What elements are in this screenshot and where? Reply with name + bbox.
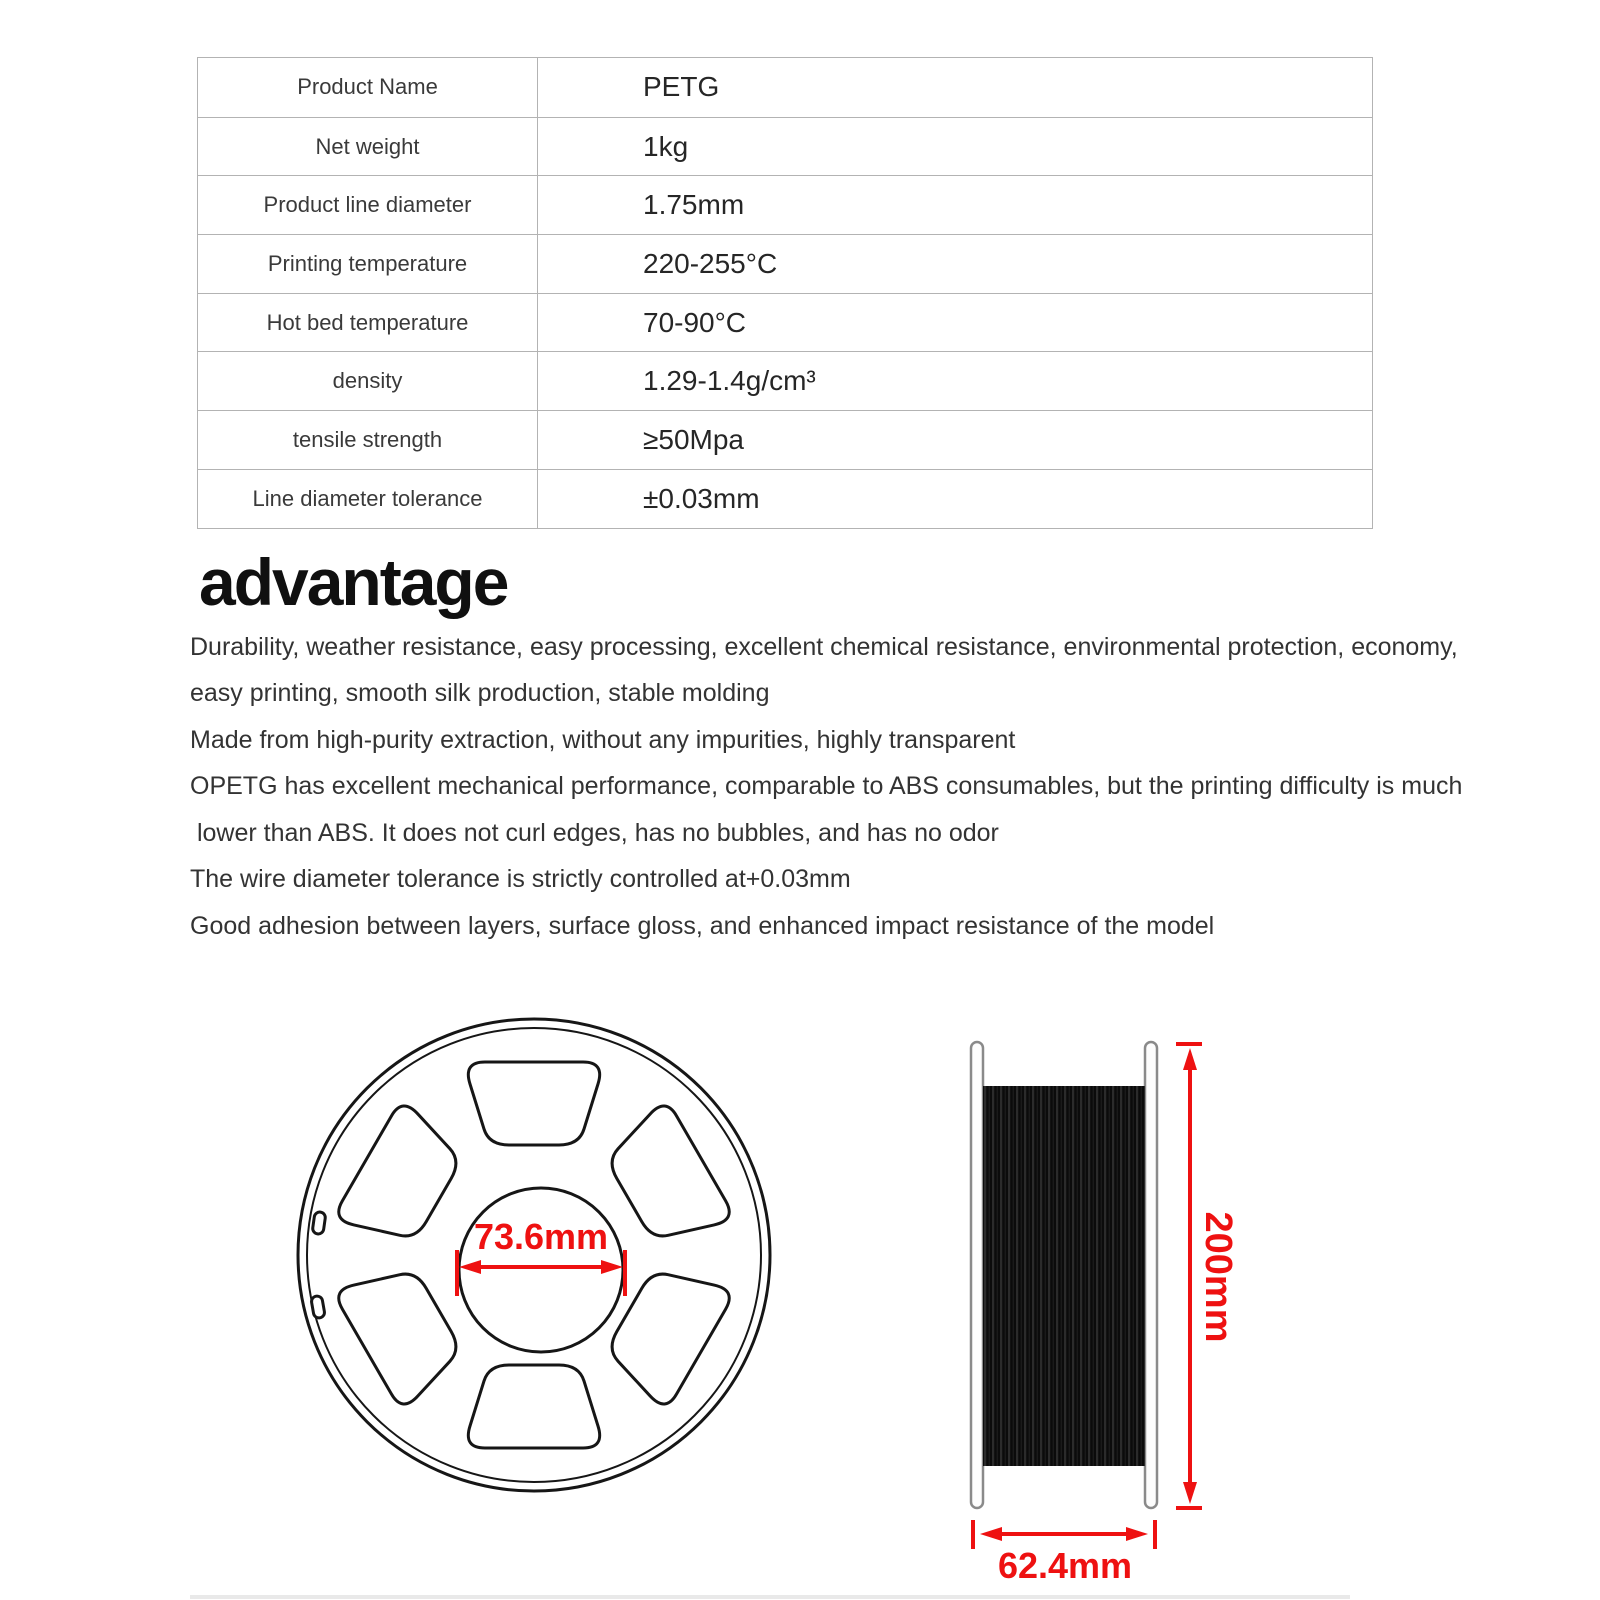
- arrowhead-down-icon: [1183, 1482, 1197, 1504]
- spec-value: ≥50Mpa: [643, 423, 744, 455]
- advantage-text-line: Durability, weather resistance, easy processing, excellent chemical resistance, environmental protection, economy,: [190, 633, 1458, 661]
- spool-height-label: 200mm: [1197, 1211, 1239, 1343]
- spec-label: Product Name: [198, 58, 538, 117]
- spec-value: PETG: [643, 71, 720, 103]
- spool-flange-left: [971, 1042, 983, 1508]
- spec-value: ±0.03mm: [643, 482, 760, 514]
- advantage-text-line: The wire diameter tolerance is strictly controlled at+0.03mm: [190, 865, 851, 893]
- spec-label: Product line diameter: [198, 176, 538, 234]
- spec-label: Line diameter tolerance: [198, 470, 538, 528]
- spec-value: 1.75mm: [643, 189, 745, 221]
- spool-width-dimension: [973, 1520, 1155, 1586]
- spool-front-view: [298, 1019, 770, 1491]
- spool-side-view: [971, 1042, 1239, 1586]
- spec-value: 220-255°C: [643, 247, 778, 279]
- spec-label: Hot bed temperature: [198, 294, 538, 352]
- advantage-text-line: OPETG has excellent mechanical performance, comparable to ABS consumables, but the printing difficulty is much: [190, 772, 1463, 800]
- arrowhead-right-icon: [1126, 1527, 1148, 1541]
- spool-width-label: 62.4mm: [997, 1545, 1133, 1586]
- spool-flange-right: [1145, 1042, 1157, 1508]
- spec-label: tensile strength: [198, 411, 538, 469]
- rim-slot: [312, 1211, 326, 1234]
- spec-label: Net weight: [198, 118, 538, 176]
- rim-slot: [311, 1295, 326, 1319]
- advantage-heading: advantage: [199, 545, 508, 619]
- advantage-text-line: lower than ABS. It does not curl edges, has no bubbles, and has no odor: [190, 819, 999, 847]
- hub-diameter-label: 73.6mm: [473, 1216, 609, 1257]
- spool-hub-hole: [459, 1188, 623, 1352]
- spec-label: density: [198, 352, 538, 410]
- advantage-text-line: Good adhesion between layers, surface gloss, and enhanced impact resistance of the model: [190, 912, 1215, 940]
- spec-label: Printing temperature: [198, 235, 538, 293]
- arrowhead-up-icon: [1183, 1048, 1197, 1070]
- filament-coil: [983, 1086, 1145, 1466]
- spec-value: 1.29-1.4g/cm³: [643, 365, 816, 397]
- spec-value: 70-90°C: [643, 306, 747, 338]
- advantage-text-line: easy printing, smooth silk production, stable molding: [190, 679, 770, 707]
- spool-height-dimension: [1176, 1044, 1239, 1508]
- bottom-divider: [190, 1595, 1350, 1599]
- spec-value: 1kg: [643, 130, 689, 162]
- advantage-text-line: Made from high-purity extraction, without any impurities, highly transparent: [190, 726, 1016, 754]
- arrowhead-left-icon: [980, 1527, 1002, 1541]
